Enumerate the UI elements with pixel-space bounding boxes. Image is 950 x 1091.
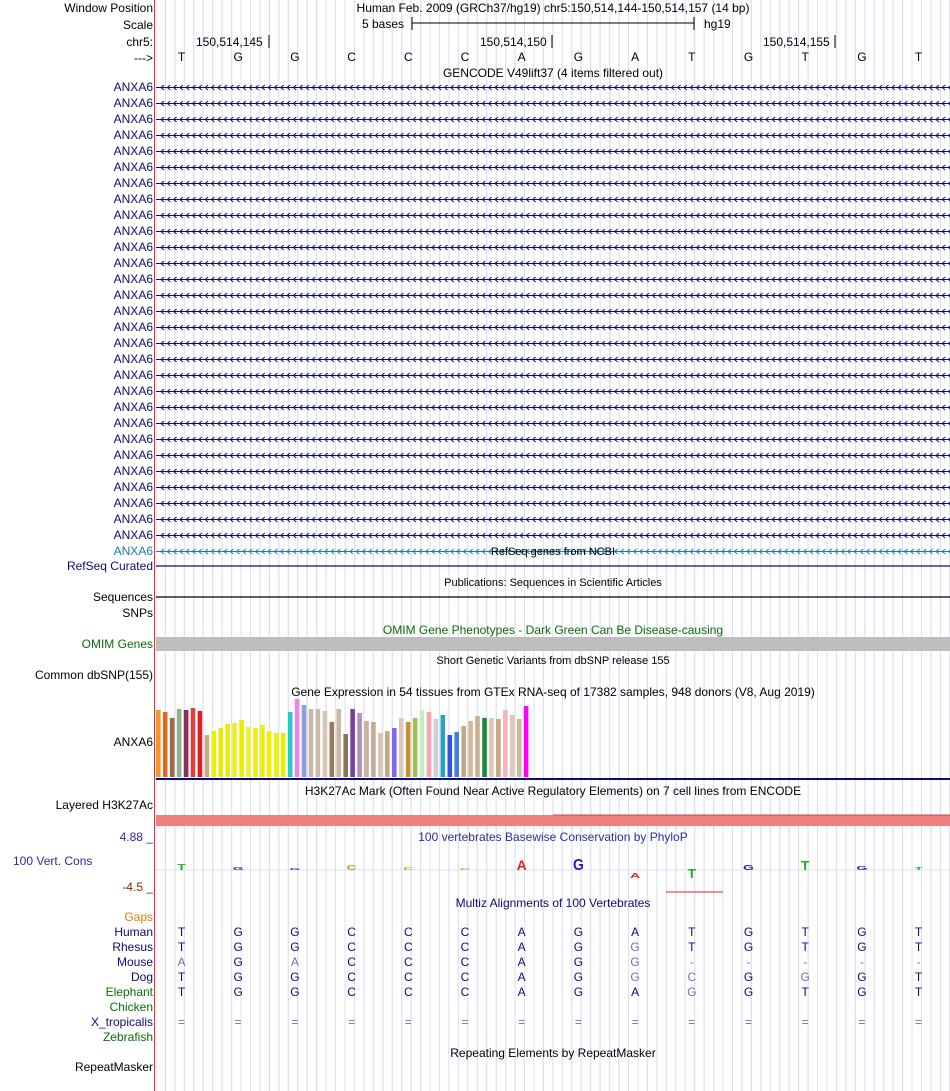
gencode-gene-label[interactable]: ANXA6 xyxy=(113,480,153,494)
conservation-track-label[interactable]: 100 Vert. Cons xyxy=(13,854,93,868)
species-label-mouse[interactable]: Mouse xyxy=(116,955,153,969)
strand-arrow-label: ---> xyxy=(134,51,153,65)
alignment-base: G xyxy=(800,970,810,984)
gtex-tissue-bar[interactable] xyxy=(225,724,230,777)
conservation-logo-letter: G xyxy=(856,865,868,872)
gencode-gene-label[interactable]: ANXA6 xyxy=(113,384,153,398)
alignment-base: = xyxy=(631,1015,639,1029)
gencode-gene-label[interactable]: ANXA6 xyxy=(113,464,153,478)
gencode-gene-label[interactable]: ANXA6 xyxy=(113,336,153,350)
alignment-base: T xyxy=(914,940,923,954)
alignment-base: = xyxy=(234,1015,242,1029)
alignment-base: = xyxy=(915,1015,923,1029)
gencode-track-title[interactable]: GENCODE V49lift37 (4 items filtered out) xyxy=(442,66,664,80)
gencode-gene-label[interactable]: ANXA6 xyxy=(113,528,153,542)
gtex-tissue-bar[interactable] xyxy=(267,731,272,777)
gtex-tissue-bar[interactable] xyxy=(371,722,376,777)
alignment-base: - xyxy=(916,955,921,969)
gtex-tissue-bar[interactable] xyxy=(454,732,459,777)
gencode-gene-label[interactable]: ANXA6 xyxy=(113,224,153,238)
omim-track-label[interactable]: OMIM Genes xyxy=(81,637,153,651)
gtex-tissue-bar[interactable] xyxy=(420,710,425,777)
assembly-label: hg19 xyxy=(704,17,731,31)
species-label-human[interactable]: Human xyxy=(114,925,153,939)
gtex-tissue-bar[interactable] xyxy=(475,716,480,777)
h3k27ac-track-title[interactable]: H3K27Ac Mark (Often Found Near Active Regulatory Elements) on 7 cell lines from ENCODE xyxy=(304,784,802,798)
alignment-base: = xyxy=(574,1015,582,1029)
base-letter: C xyxy=(460,50,470,64)
gtex-tissue-bar[interactable] xyxy=(510,715,515,777)
alignment-base: G xyxy=(743,940,754,954)
gencode-gene-label[interactable]: ANXA6 xyxy=(113,176,153,190)
gtex-tissue-bar[interactable] xyxy=(468,721,473,777)
species-label-rhesus[interactable]: Rhesus xyxy=(112,940,153,954)
conservation-logo-letter: T xyxy=(800,858,810,873)
alignment-base: T xyxy=(801,940,809,954)
alignment-base: C xyxy=(347,985,356,999)
gencode-gene-label[interactable]: ANXA6 xyxy=(113,432,153,446)
alignment-base: C xyxy=(403,955,413,969)
gtex-tissue-bar[interactable] xyxy=(246,727,251,777)
sequences-track-label[interactable]: Sequences xyxy=(92,590,153,604)
base-letter: A xyxy=(631,50,640,64)
conservation-track-title[interactable]: 100 vertebrates Basewise Conservation by PhyloP xyxy=(418,830,688,844)
repeatmasker-track-label[interactable]: RepeatMasker xyxy=(74,1060,153,1074)
gtex-tissue-bar[interactable] xyxy=(336,709,341,777)
gencode-gene-label[interactable]: ANXA6 xyxy=(113,192,153,206)
conservation-logo-letter: A xyxy=(630,872,641,880)
gtex-tissue-bar[interactable] xyxy=(177,709,182,777)
alignment-base: G xyxy=(743,970,754,984)
conservation-logo-letter: A xyxy=(516,857,527,873)
omim-track-title[interactable]: OMIM Gene Phenotypes - Dark Green Can Be Disease-causing xyxy=(382,623,724,637)
alignment-base: T xyxy=(914,985,923,999)
alignment-base: C xyxy=(403,970,413,984)
species-label-elephant[interactable]: Elephant xyxy=(105,985,153,999)
conservation-logo-letter: G xyxy=(232,866,244,872)
base-letter: T xyxy=(801,50,809,64)
gtex-tissue-bar[interactable] xyxy=(434,719,439,777)
gencode-gene-label[interactable]: ANXA6 xyxy=(113,144,153,158)
gencode-gene-label-highlighted[interactable]: ANXA6 xyxy=(113,544,153,558)
alignment-base: A xyxy=(517,985,526,999)
alignment-base: G xyxy=(857,925,867,939)
alignment-base: C xyxy=(403,940,413,954)
alignment-base: A xyxy=(517,970,526,984)
alignment-base: C xyxy=(460,970,470,984)
gtex-tissue-bar[interactable] xyxy=(198,711,203,777)
gtex-tissue-bar[interactable] xyxy=(212,731,217,777)
gtex-tissue-bar[interactable] xyxy=(517,719,522,777)
conservation-logo-letter: C xyxy=(403,866,414,872)
scale-label: Scale xyxy=(122,18,153,32)
gtex-tissue-bar[interactable] xyxy=(302,705,307,777)
species-label-zebrafish[interactable]: Zebrafish xyxy=(102,1030,153,1044)
gtex-tissue-bar[interactable] xyxy=(316,709,321,777)
alignment-base: T xyxy=(801,925,809,939)
alignment-base: G xyxy=(573,925,584,939)
gtex-tissue-bar[interactable] xyxy=(406,722,411,777)
alignment-base: T xyxy=(177,940,186,954)
gtex-tissue-bar[interactable] xyxy=(343,734,348,777)
ruler-position-1: 150,514,145 xyxy=(196,35,263,49)
alignment-base: = xyxy=(461,1015,469,1029)
gencode-gene-label[interactable]: ANXA6 xyxy=(113,112,153,126)
alignment-base: G xyxy=(233,985,243,999)
gencode-gene-label[interactable]: ANXA6 xyxy=(113,128,153,142)
base-letter: G xyxy=(743,50,754,64)
gaps-label: Gaps xyxy=(124,910,153,924)
alignment-base: A xyxy=(517,925,526,939)
gtex-tissue-bar[interactable] xyxy=(427,712,432,777)
gtex-tissue-bar[interactable] xyxy=(461,726,466,777)
gencode-gene-label[interactable]: ANXA6 xyxy=(113,368,153,382)
alignment-base: - xyxy=(746,955,751,969)
alignment-base: = xyxy=(801,1015,809,1029)
gencode-gene-label[interactable]: ANXA6 xyxy=(113,288,153,302)
alignment-base: = xyxy=(348,1015,356,1029)
base-letter: T xyxy=(177,50,186,64)
gtex-tissue-bar[interactable] xyxy=(288,712,293,777)
conservation-max-label: 4.88 _ xyxy=(119,830,153,844)
multiz-track-title[interactable]: Multiz Alignments of 100 Vertebrates xyxy=(455,896,651,910)
gencode-gene-label[interactable]: ANXA6 xyxy=(113,496,153,510)
alignment-base: G xyxy=(630,940,640,954)
conservation-logo-letter: G xyxy=(289,867,301,871)
alignment-base: - xyxy=(859,955,864,969)
gtex-tissue-bar[interactable] xyxy=(330,722,335,777)
gencode-gene-label[interactable]: ANXA6 xyxy=(113,400,153,414)
alignment-base: T xyxy=(688,925,696,939)
repeatmasker-track-title[interactable]: Repeating Elements by RepeatMasker xyxy=(450,1046,656,1060)
alignment-base: C xyxy=(460,955,470,969)
gtex-tissue-bar[interactable] xyxy=(260,725,265,777)
alignment-base: G xyxy=(290,985,300,999)
refseq-track-title[interactable]: RefSeq genes from NCBI xyxy=(490,546,616,558)
alignment-base: - xyxy=(803,955,808,969)
alignment-base: G xyxy=(233,970,243,984)
alignment-base: A xyxy=(631,985,640,999)
alignment-base: T xyxy=(801,985,809,999)
alignment-base: C xyxy=(687,970,697,984)
gencode-gene-label[interactable]: ANXA6 xyxy=(113,320,153,334)
gtex-tissue-bar[interactable] xyxy=(295,699,300,777)
species-label-chicken[interactable]: Chicken xyxy=(109,1000,153,1014)
alignment-base: T xyxy=(177,985,186,999)
alignment-base: T xyxy=(177,925,186,939)
gtex-tissue-bar[interactable] xyxy=(482,718,487,777)
gtex-tissue-bar[interactable] xyxy=(399,718,404,777)
base-letter: T xyxy=(688,50,696,64)
gtex-tissue-bar[interactable] xyxy=(496,719,501,777)
alignment-base: G xyxy=(573,940,584,954)
alignment-base: C xyxy=(347,970,356,984)
gtex-tissue-bar[interactable] xyxy=(219,728,224,777)
chr-label: chr5: xyxy=(126,35,153,49)
refseq-track-label[interactable]: RefSeq Curated xyxy=(66,559,153,573)
alignment-base: G xyxy=(233,955,243,969)
gtex-tissue-bar[interactable] xyxy=(184,710,189,777)
base-letter: G xyxy=(233,50,243,64)
gtex-tissue-bar[interactable] xyxy=(253,728,258,777)
alignment-base: T xyxy=(914,925,923,939)
gencode-gene-label[interactable]: ANXA6 xyxy=(113,240,153,254)
alignment-base: G xyxy=(743,925,754,939)
gencode-gene-label[interactable]: ANXA6 xyxy=(113,416,153,430)
gencode-gene-label[interactable]: ANXA6 xyxy=(113,80,153,94)
species-label-x_tropicalis[interactable]: X_tropicalis xyxy=(90,1015,153,1029)
alignment-base: C xyxy=(403,985,413,999)
alignment-base: G xyxy=(857,985,867,999)
conservation-logo-letter: C xyxy=(346,864,357,872)
scale-text: 5 bases xyxy=(362,17,405,31)
conservation-logo-letter: C xyxy=(459,867,471,871)
gencode-gene-label[interactable]: ANXA6 xyxy=(113,352,153,366)
gtex-track-title[interactable]: Gene Expression in 54 tissues from GTEx RNA-seq of 17382 samples, 948 donors (V8, Aug 2019) xyxy=(291,685,815,699)
alignment-base: T xyxy=(177,970,186,984)
gencode-gene-label[interactable]: ANXA6 xyxy=(113,304,153,318)
alignment-base: A xyxy=(517,940,526,954)
gtex-tissue-bar[interactable] xyxy=(239,720,244,777)
gencode-gene-label[interactable]: ANXA6 xyxy=(113,448,153,462)
alignment-base: = xyxy=(177,1015,185,1029)
gtex-tissue-bar[interactable] xyxy=(524,706,529,777)
gtex-tissue-bar[interactable] xyxy=(350,709,355,777)
alignment-base: A xyxy=(177,955,186,969)
gtex-tissue-bar[interactable] xyxy=(323,711,328,777)
alignment-base: = xyxy=(518,1015,526,1029)
alignment-base: A xyxy=(631,925,640,939)
alignment-base: G xyxy=(857,940,867,954)
alignment-base: C xyxy=(460,985,470,999)
alignment-base: - xyxy=(689,955,694,969)
alignment-base: = xyxy=(404,1015,412,1029)
alignment-base: T xyxy=(914,970,923,984)
alignment-base: G xyxy=(290,940,300,954)
ruler-position-3: 150,514,155 xyxy=(763,35,830,49)
alignment-base: C xyxy=(460,940,470,954)
dbsnp-track-label[interactable]: Common dbSNP(155) xyxy=(34,668,153,682)
alignment-base: C xyxy=(403,925,413,939)
h3k27ac-track-label[interactable]: Layered H3K27Ac xyxy=(55,798,153,812)
alignment-base: = xyxy=(858,1015,866,1029)
alignment-base: G xyxy=(630,955,640,969)
base-letter: C xyxy=(403,50,413,64)
gtex-tissue-bar[interactable] xyxy=(274,733,279,777)
gtex-tissue-bar[interactable] xyxy=(156,710,161,777)
gtex-tissue-bar[interactable] xyxy=(413,718,418,777)
alignment-base: = xyxy=(688,1015,696,1029)
gtex-tissue-bar[interactable] xyxy=(378,733,383,777)
gencode-gene-label[interactable]: ANXA6 xyxy=(113,96,153,110)
conservation-logo-letter: T xyxy=(687,866,697,881)
alignment-base: C xyxy=(347,925,356,939)
gencode-gene-label[interactable]: ANXA6 xyxy=(113,512,153,526)
gtex-tissue-bar[interactable] xyxy=(448,735,453,777)
alignment-base: G xyxy=(233,925,243,939)
gtex-tissue-bar[interactable] xyxy=(281,733,286,777)
window-position-label: Window Position xyxy=(64,1,153,15)
gtex-tissue-bar[interactable] xyxy=(191,708,196,777)
alignment-base: G xyxy=(630,970,640,984)
conservation-logo-letter: G xyxy=(572,857,584,875)
alignment-base: G xyxy=(743,985,754,999)
gtex-tissue-bar[interactable] xyxy=(385,731,390,777)
alignment-base: G xyxy=(857,970,867,984)
ruler-position-2: 150,514,150 xyxy=(480,35,547,49)
base-letter: G xyxy=(290,50,300,64)
alignment-base: C xyxy=(460,925,470,939)
gtex-tissue-bar[interactable] xyxy=(309,709,314,777)
gtex-tissue-bar[interactable] xyxy=(232,723,237,777)
publications-track-title[interactable]: Publications: Sequences in Scientific Articles xyxy=(444,577,662,589)
gtex-tissue-bar[interactable] xyxy=(503,710,508,777)
conservation-logo-letter: G xyxy=(743,864,754,872)
alignment-base: = xyxy=(744,1015,752,1029)
gtex-tissue-bar[interactable] xyxy=(441,715,446,777)
gtex-tissue-bar[interactable] xyxy=(205,735,210,777)
base-letter: C xyxy=(347,50,356,64)
window-position-title: Human Feb. 2009 (GRCh37/hg19) chr5:150,514,144-150,514,157 (14 bp) xyxy=(356,1,750,15)
base-letter: A xyxy=(517,50,526,64)
alignment-base: G xyxy=(573,970,584,984)
alignment-base: C xyxy=(347,940,356,954)
conservation-logo-letter: T xyxy=(914,866,923,872)
species-label-dog[interactable]: Dog xyxy=(130,970,153,984)
alignment-base: G xyxy=(573,955,584,969)
base-letter: T xyxy=(914,50,923,64)
conservation-logo-letter: T xyxy=(177,863,186,873)
omim-feature-bar[interactable] xyxy=(156,637,950,651)
alignment-base: A xyxy=(290,955,299,969)
snps-track-label[interactable]: SNPs xyxy=(122,606,153,620)
gtex-tissue-bar[interactable] xyxy=(489,718,494,777)
gtex-tissue-bar[interactable] xyxy=(170,718,175,777)
gencode-gene-label[interactable]: ANXA6 xyxy=(113,256,153,270)
base-letter: G xyxy=(857,50,867,64)
gtex-tissue-bar[interactable] xyxy=(357,713,362,777)
conservation-min-label: -4.5 _ xyxy=(122,880,153,894)
dbsnp-track-title[interactable]: Short Genetic Variants from dbSNP release 155 xyxy=(436,655,670,667)
gtex-tissue-bar[interactable] xyxy=(364,721,369,777)
alignment-base: A xyxy=(517,955,526,969)
gencode-gene-label[interactable]: ANXA6 xyxy=(113,208,153,222)
alignment-base: G xyxy=(687,985,697,999)
alignment-base: G xyxy=(290,925,300,939)
alignment-base: T xyxy=(688,940,696,954)
alignment-base: C xyxy=(347,955,356,969)
alignment-base: G xyxy=(573,985,584,999)
gtex-gene-label[interactable]: ANXA6 xyxy=(113,735,153,749)
alignment-base: G xyxy=(233,940,243,954)
alignment-base: G xyxy=(290,970,300,984)
gtex-tissue-bar[interactable] xyxy=(392,728,397,777)
base-letter: G xyxy=(573,50,584,64)
gencode-gene-label[interactable]: ANXA6 xyxy=(113,160,153,174)
gtex-tissue-bar[interactable] xyxy=(163,712,168,777)
h3k27ac-signal-bar[interactable] xyxy=(156,815,950,826)
gencode-gene-label[interactable]: ANXA6 xyxy=(113,272,153,286)
alignment-base: = xyxy=(291,1015,299,1029)
